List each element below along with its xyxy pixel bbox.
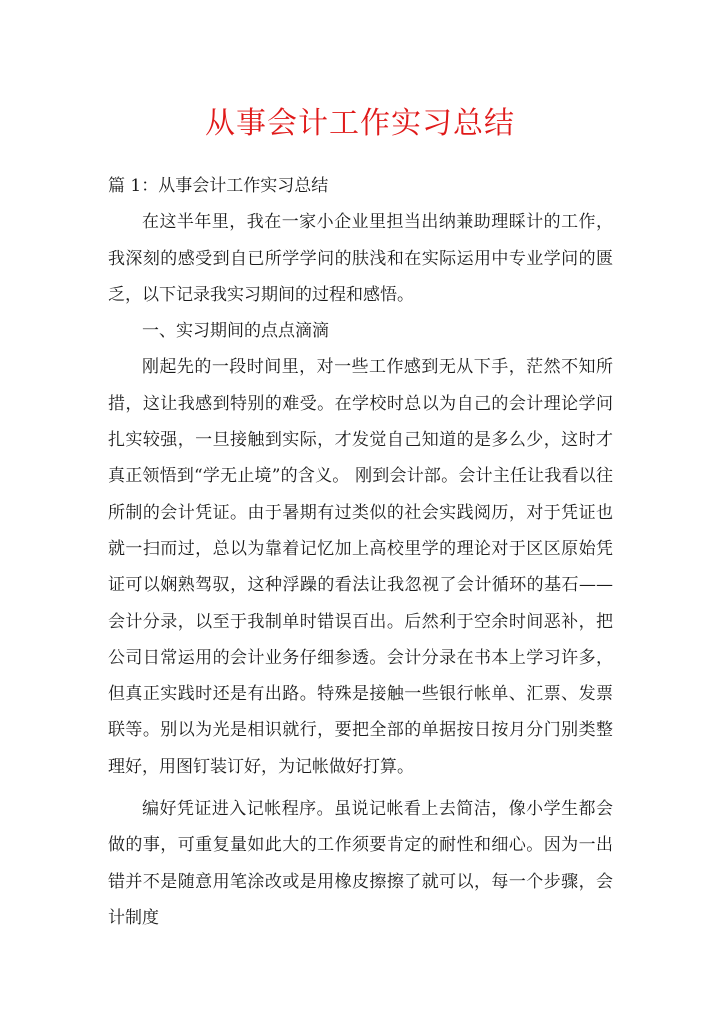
section-heading: 一、实习期间的点点滴滴 [142, 321, 329, 342]
document-body [108, 168, 613, 936]
paragraph-practice: 刚起先的一段时间里，对一些工作感到无从下手，茫然不知所措，这让我感到特别的难受。在学校时总以为自己的会计理论学问扎实较强，一旦接触到实际，才发觉自己知道的是多么少，这时才真正领悟到“学无止境”的含义。 刚到会计部。会计主任让我看以往所制的会计凭证。由于暑期有过类似的社会实践阅历，对于凭证也就一扫而过，总以为靠着记忆加上高校里学的理论对于区区原始凭证可以娴熟驾驭，这种浮躁的看法让我忽视了会计循环的基石——会计分录，以至于我制单时错误百出。后然利于空余时间恶补，把公司日常运用的会计业务仔细参透。会计分录在书本上学习许多，但真正实践时还是有出路。特殊是接触一些银行帐单、汇票、发票联等。别以为光是相识就行，要把全部的单据按日按月分门别类整理好，用图钉装订好，为记帐做好打算。 [108, 357, 613, 777]
section-label: 篇 1：从事会计工作实习总结 [108, 176, 329, 196]
paragraph-bookkeeping: 编好凭证进入记帐程序。虽说记帐看上去简洁，像小学生都会做的事，可重复量如此大的工作须要肯定的耐性和细心。因为一出错并不是随意用笔涂改或是用橡皮擦擦了就可以，每一个步骤，会计制度 [108, 799, 613, 928]
document-title: 从事会计工作实习总结 [205, 106, 515, 141]
paragraph-intro: 在这半年里，我在一家小企业里担当出纳兼助理睬计的工作，我深刻的感受到自已所学学问的肤浅和在实际运用中专业学问的匮乏，以下记录我实习期间的过程和感悟。 [108, 212, 613, 305]
